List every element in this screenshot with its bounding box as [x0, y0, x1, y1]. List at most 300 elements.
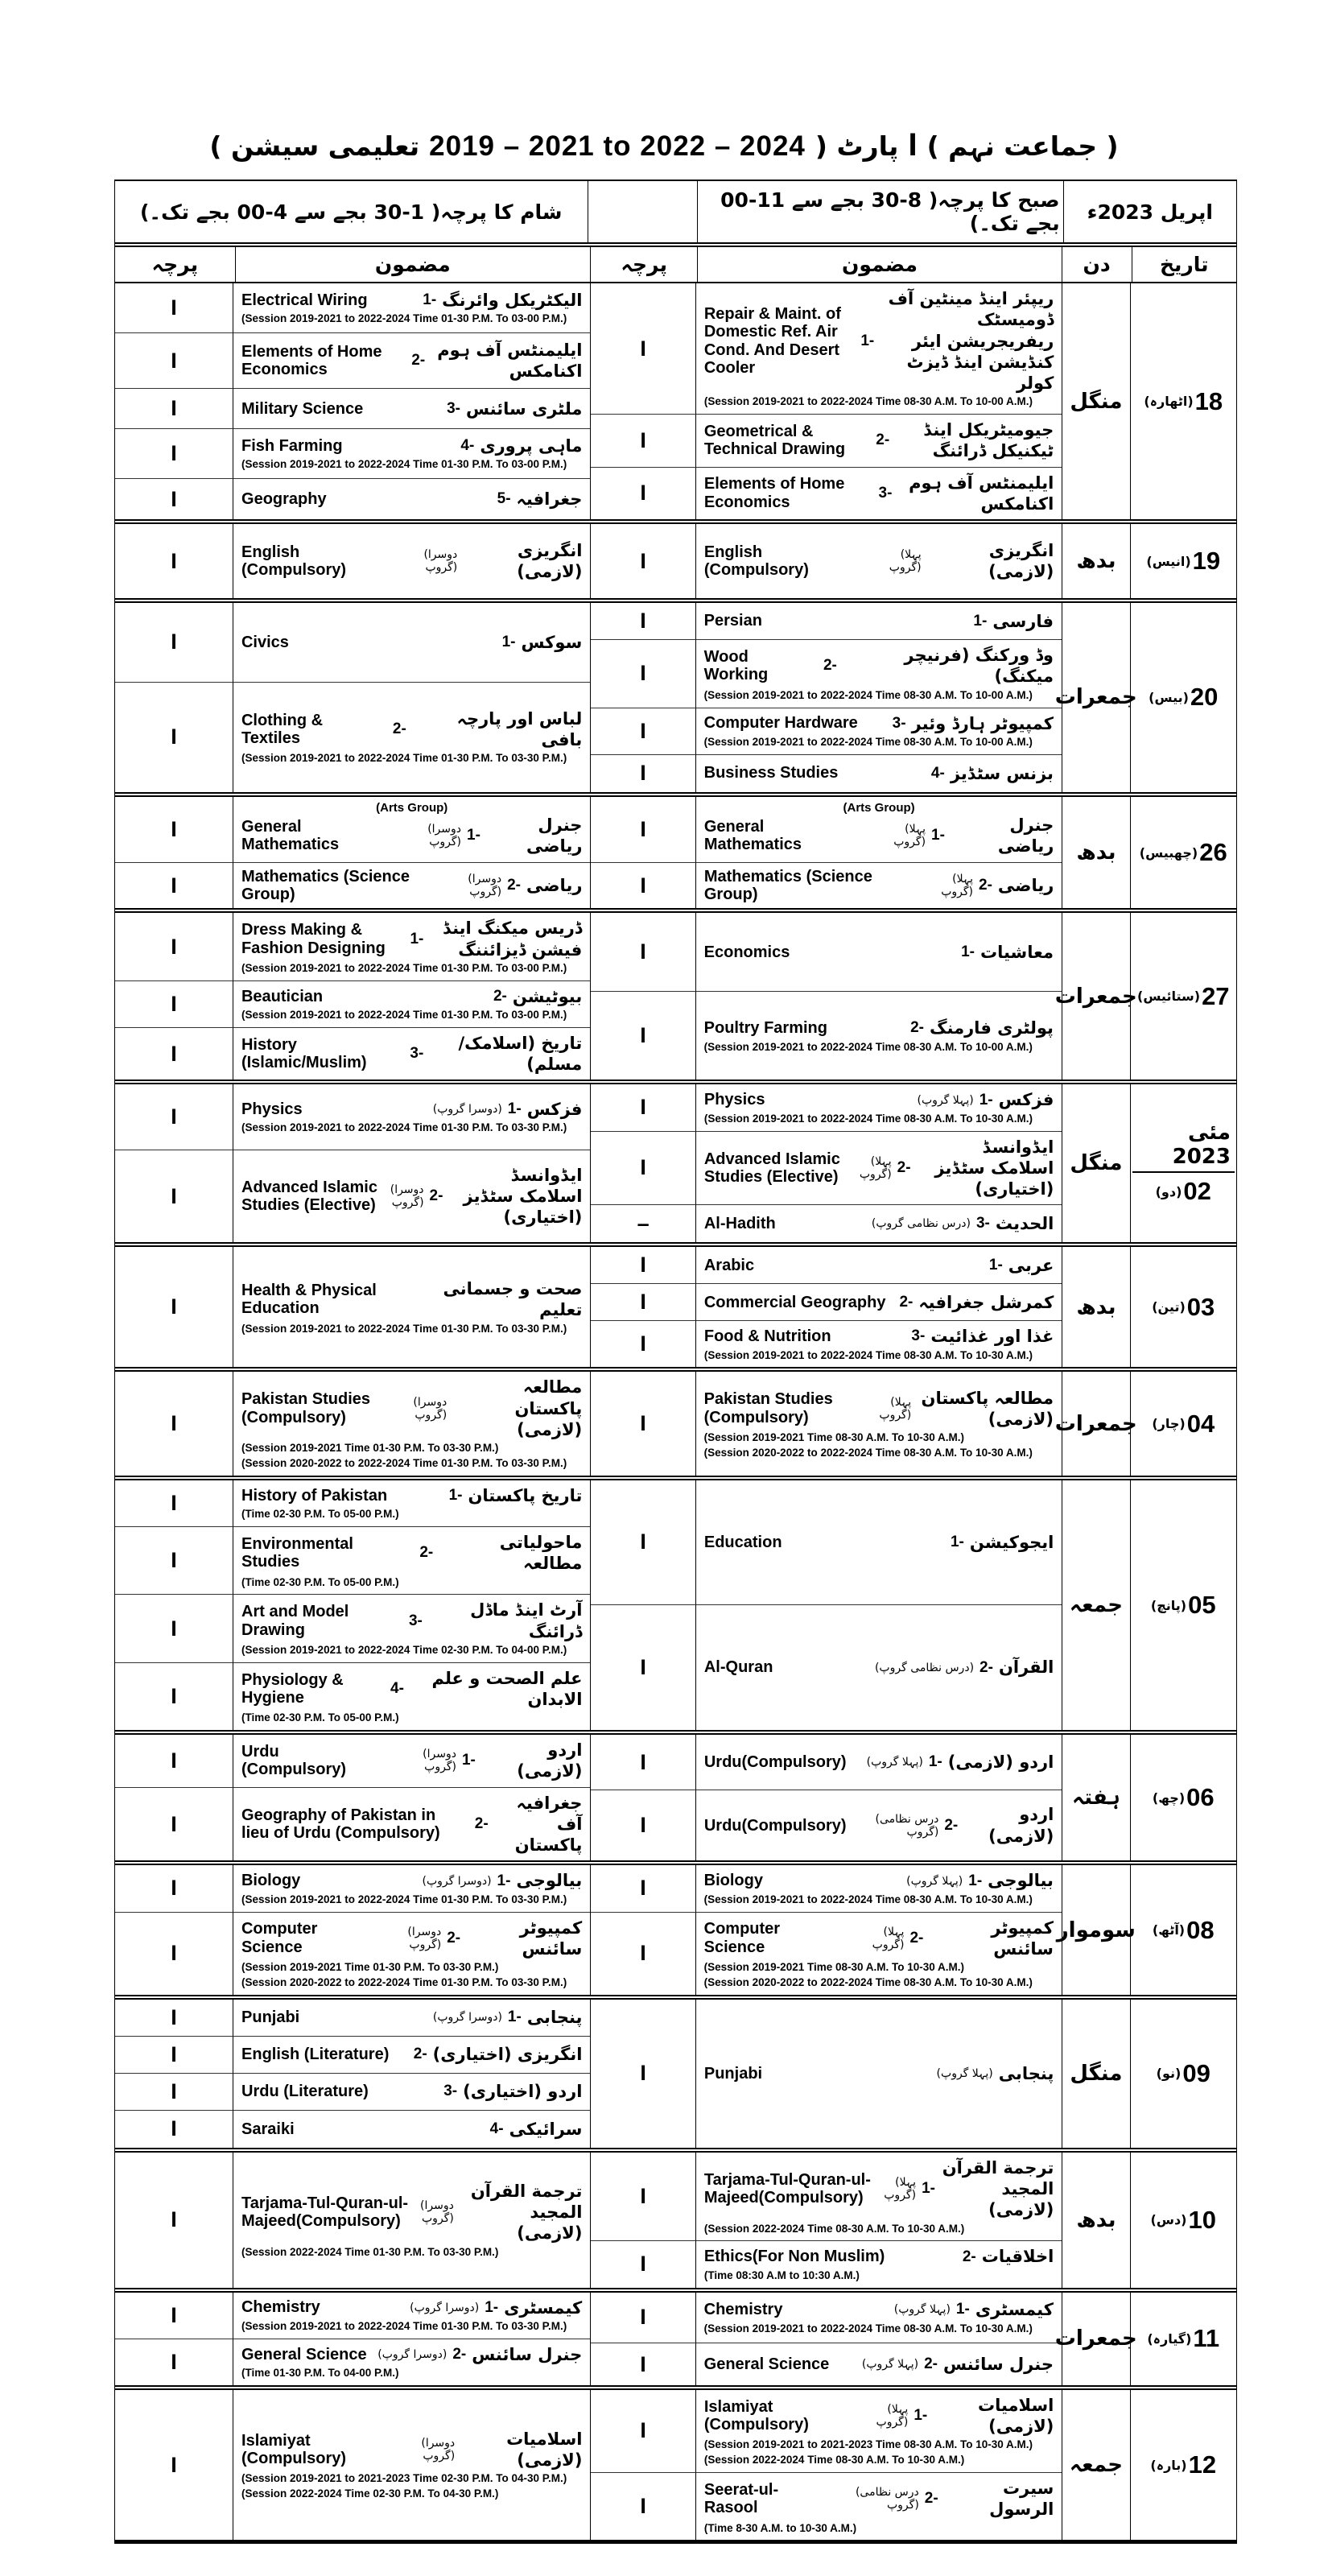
date-number: 08: [1186, 1915, 1215, 1944]
subject-line: [241, 868, 582, 904]
subject-cell: [696, 1247, 1062, 1284]
subject-number: 2-: [910, 1019, 925, 1037]
date-number: 11: [1193, 2324, 1220, 2353]
subject-cell: [696, 1913, 1062, 1995]
day-name: بدھ: [1062, 2153, 1130, 2288]
subject-name-english: Computer Hardware: [703, 714, 858, 733]
subject-cell: [233, 479, 590, 519]
column-header-subject-morning: مضمون: [698, 247, 1062, 282]
evening-papers-section: [115, 2293, 591, 2385]
date-line: [1147, 2324, 1219, 2353]
subject-number: 2-: [493, 987, 507, 1005]
date-cell: [1131, 603, 1236, 792]
group-label-urdu: (پہلا گروپ): [917, 1093, 974, 1107]
subject-number: 1-: [988, 1256, 1003, 1274]
subject-name-urdu-block: [961, 942, 1054, 963]
subject-cell: [233, 1865, 590, 1912]
group-label-urdu: (درس نظامی گروپ): [875, 1812, 939, 1839]
subject-number: 5-: [497, 490, 511, 508]
datesheet-table: [114, 180, 1237, 2544]
session-time-line: (Session 2019-2021 to 2022-2024 Time 08-30 A.M. To 10-30 A.M.): [703, 1112, 1033, 1125]
subject-cell: [696, 1735, 1062, 1790]
subject-line: [241, 986, 582, 1007]
date-cell: [1131, 1372, 1236, 1476]
subject-cell: [233, 1735, 590, 1788]
subject-name-urdu: بیالوجی: [988, 1871, 1054, 1891]
paper-mark: I: [591, 1790, 695, 1860]
subject-name-english: Wood Working: [703, 647, 769, 684]
subject-name-urdu: اردو (لازمی): [988, 1805, 1054, 1846]
subject-cell: [233, 2153, 590, 2288]
subject-name-english: Electrical Wiring: [241, 291, 368, 309]
subject-cell: [696, 708, 1062, 755]
subject-name-urdu-block: [931, 763, 1054, 784]
subject-name-urdu: وڈ ورکنگ (فرنیچر میکنگ): [904, 646, 1054, 687]
date-number: 04: [1186, 1409, 1215, 1438]
date-number: 27: [1202, 981, 1230, 1010]
paper-mark: I: [591, 1247, 695, 1284]
subject-cell: [233, 1595, 590, 1662]
subject-name-english: Advanced Islamic Studies (Elective): [241, 1178, 377, 1215]
subject-cell: [233, 1663, 590, 1730]
subject-name-english: Urdu(Compulsory): [703, 1752, 847, 1771]
subject-number: 3-: [975, 1215, 990, 1232]
subject-name-urdu-block: [862, 2354, 1054, 2375]
subject-name-urdu: کیمسٹری: [504, 2297, 583, 2318]
subject-cell: [233, 683, 590, 792]
date-word: (پانچ): [1150, 1597, 1187, 1613]
subject-name-english: Seerat-ul-Rasool: [703, 2480, 779, 2517]
subject-name-urdu: تاریخ پاکستان: [468, 1485, 583, 1505]
paper-mark: I: [115, 603, 233, 683]
subject-number: 4-: [489, 2120, 504, 2137]
subject-name-urdu: اسلامیات (لازمی): [977, 2395, 1054, 2437]
subject-name-urdu: تاریخ (اسلامک/مسلم): [458, 1033, 583, 1075]
subject-line: [241, 632, 582, 653]
subject-number: 2-: [474, 1815, 489, 1833]
session-time-line: (Session 2019-2021 to 2022-2024 Time 01-30 P.M. To 03-00 P.M.): [241, 312, 567, 325]
subject-line: [704, 1532, 1054, 1553]
subject-name-urdu-block: [899, 1292, 1054, 1313]
subject-name-urdu: ریاضی: [997, 875, 1054, 895]
date-cell: [1131, 1247, 1237, 1367]
subject-line: [241, 1918, 582, 1960]
paper-mark: I: [591, 1913, 695, 1995]
subject-name-urdu: فزکس: [526, 1100, 583, 1120]
subject-cell: [696, 524, 1062, 598]
date-line: [1140, 838, 1227, 867]
subject-name-urdu: جنرل ریاضی: [997, 815, 1054, 857]
subject-name-english: Arabic: [703, 1256, 755, 1274]
subject-line: [704, 2395, 1054, 2438]
subject-cell: [233, 1247, 590, 1367]
subject-name-urdu: ایڈوانسڈ اسلامک سٹڈیز (اختیاری): [463, 1165, 583, 1228]
session-time-line: (Session 2019-2021 to 2022-2024 Time 08-30 A.M. To 10-30 A.M.): [703, 2322, 1033, 2334]
subject-line: [704, 419, 1054, 462]
subject-name-english: Elements of Home Economics: [703, 475, 845, 511]
subject-name-english: Punjabi: [703, 2064, 763, 2083]
paper-mark: I: [591, 524, 695, 598]
evening-papers-section: [115, 2153, 591, 2288]
date-number: 02: [1183, 1177, 1211, 1206]
paper-mark: I: [115, 2074, 233, 2111]
subject-line: [241, 1485, 582, 1506]
subject-cell: [696, 1132, 1062, 1206]
session-time-line: (Session 2019-2021 to 2022-2024 Time 08-30 A.M. To 10-00 A.M.): [703, 395, 1033, 408]
date-line: [1156, 1177, 1211, 1206]
session-time-line: (Session 2019-2021 Time 01-30 P.M. To 03-30 P.M.): [241, 1961, 499, 1974]
subject-name-urdu: ماحولیاتی مطالعہ: [499, 1533, 583, 1574]
session-time-line: (Session 2019-2021 to 2021-2023 Time 08-30 A.M. To 10-30 A.M.): [703, 2438, 1033, 2451]
subject-name-urdu: جنرل سائنس: [942, 2354, 1054, 2374]
subject-line: [241, 1668, 582, 1711]
morning-papers-section: [591, 1247, 1062, 1367]
evening-papers-section: [115, 603, 591, 792]
subject-number: 1-: [961, 943, 975, 960]
subject-name-urdu-block: [989, 1255, 1054, 1276]
subject-name-urdu-block: [398, 2429, 582, 2471]
group-label-urdu: (دوسرا گروپ): [377, 2347, 447, 2361]
evening-papers-section: [115, 913, 591, 1080]
subject-name-english: Geography: [241, 489, 327, 508]
paper-mark: I: [115, 2000, 233, 2037]
date-line: [1152, 1293, 1215, 1322]
title-part-numeral: I: [908, 127, 918, 163]
morning-papers-section: [591, 1480, 1062, 1730]
subject-number: 2-: [980, 1658, 993, 1676]
month-label-may: مئی 2023: [1132, 1121, 1235, 1173]
subject-line: [241, 1033, 582, 1075]
date-word: (ستائیس): [1137, 989, 1201, 1005]
paper-mark: I: [591, 992, 695, 1080]
subject-number: 2-: [452, 2345, 467, 2363]
session-time-line: (Time 08:30 A.M to 10:30 A.M.): [703, 2268, 860, 2281]
subject-name-urdu-block: [862, 2395, 1054, 2438]
subject-name-urdu-block: [378, 1918, 582, 1960]
paper-mark: I: [115, 2037, 233, 2074]
subject-name-urdu: جیومیٹریکل اینڈ ٹیکنیکل ڈرائنگ: [923, 420, 1054, 461]
paper-mark: I: [591, 2000, 695, 2148]
group-label-urdu: (پہلا گروپ): [906, 1874, 963, 1888]
paper-mark: I: [591, 913, 695, 992]
subject-name-urdu: کمپیوٹر سائنس: [991, 1918, 1054, 1959]
subject-name-urdu-block: [502, 632, 583, 653]
group-label-urdu: (پہلا گروپ): [861, 2358, 919, 2371]
morning-papers-section: [591, 1084, 1062, 1242]
session-time-line: (Session 2019-2021 to 2021-2023 Time 02-30 P.M. To 04-30 P.M.): [241, 2472, 567, 2485]
subject-number: 2-: [924, 2490, 938, 2508]
subject-cell: [696, 1372, 1062, 1476]
paper-mark: I: [591, 468, 695, 520]
subject-cell: [696, 992, 1062, 1080]
paper-mark: I: [591, 708, 695, 755]
date-number: 09: [1182, 2058, 1210, 2087]
subject-cell: [696, 2153, 1062, 2242]
paper-mark: I: [591, 1865, 695, 1912]
subject-name-english: Art and Model Drawing: [241, 1603, 349, 1639]
day-name: منگل: [1062, 1084, 1130, 1242]
group-label-urdu: (پہلا گروپ): [859, 1154, 892, 1181]
subject-line: [241, 398, 582, 419]
subject-cell: [696, 2293, 1062, 2344]
paper-mark: I: [115, 333, 233, 389]
subject-number: 2-: [429, 1187, 443, 1205]
subject-line: [704, 1752, 1054, 1773]
paper-mark: I: [115, 429, 233, 479]
subject-line: [704, 611, 1054, 632]
subject-name-urdu: بیوٹیشن: [512, 986, 583, 1006]
subject-line: [704, 868, 1054, 904]
session-time-line: (Time 02-30 P.M. To 05-00 P.M.): [241, 1508, 399, 1521]
subject-cell: [696, 1605, 1062, 1730]
month-header-april: اپریل 2023ء: [1087, 200, 1213, 224]
subject-cell: [696, 2390, 1062, 2473]
subject-line: [241, 815, 582, 857]
subject-cell: [233, 1028, 590, 1080]
subject-cell: [696, 468, 1062, 520]
group-label-urdu: (دوسرا گروپ): [423, 1748, 456, 1774]
date-cell: [1131, 1735, 1237, 1860]
paper-mark: I: [115, 2293, 233, 2339]
paper-mark: I: [591, 2343, 695, 2385]
paper-mark: I: [591, 1605, 695, 1730]
group-label-urdu: (دوسرا گروپ): [468, 873, 502, 899]
session-time-line: (Session 2022-2024 Time 02-30 P.M. To 04-30 P.M.): [241, 2487, 499, 2500]
subject-cell: [696, 415, 1062, 468]
subject-name-urdu: اسلامیات (لازمی): [506, 2429, 583, 2471]
subject-line: [241, 2181, 582, 2244]
subject-cell: [233, 863, 590, 909]
subject-name-urdu: انگریزی (لازمی): [517, 540, 583, 582]
subject-name-urdu: پنجابی: [998, 2063, 1054, 2083]
subject-name-english: Advanced Islamic Studies (Elective): [703, 1150, 840, 1186]
subject-name-urdu: ترجمة القرآن المجید (لازمی): [470, 2181, 583, 2244]
exam-day-row: [115, 2148, 1236, 2288]
evening-papers-section: [115, 1084, 591, 1242]
subject-name-english: Tarjama-Tul-Quran-ul-Majeed(Compulsory): [703, 2170, 871, 2207]
session-time-line: (Session 2019-2021 to 2022-2024 Time 08-30 A.M. To 10-30 A.M.): [703, 1348, 1033, 1361]
subject-name-urdu-block: [849, 1918, 1054, 1960]
date-line: [1152, 1410, 1215, 1439]
exam-day-row: [115, 1860, 1236, 1994]
subject-line: [704, 1255, 1054, 1276]
group-label-urdu: (درس نظامی گروپ): [855, 2486, 919, 2512]
group-label-urdu: (پہلا گروپ): [872, 1925, 905, 1951]
date-number: 06: [1186, 1783, 1215, 1812]
morning-paper-header: صبح کا پرچہ( 8-30 بجے سے 11-00 بجے تک۔): [698, 181, 1063, 242]
subject-cell: [696, 1084, 1062, 1131]
subject-number: 1-: [968, 1872, 983, 1889]
subject-name-urdu: ایلیمنٹس آف ہوم اکنامکس: [909, 473, 1054, 514]
date-number: 19: [1192, 547, 1221, 576]
subject-line: [241, 2081, 582, 2102]
evening-papers-section: [115, 1865, 591, 1994]
subject-name-urdu: ریاضی: [526, 875, 583, 895]
date-number: 10: [1188, 2205, 1216, 2234]
paper-mark: I: [591, 1372, 695, 1476]
subject-name-english: Pakistan Studies (Compulsory): [241, 1390, 371, 1426]
subject-name-urdu: کمپیوٹر ہارڈ وئیر: [911, 713, 1054, 733]
subject-number: 2-: [419, 1544, 434, 1562]
paper-mark: I: [115, 524, 233, 598]
subject-name-urdu: غذا اور غذائیت: [930, 1327, 1054, 1347]
subject-name-english: Persian: [703, 612, 762, 630]
subject-cell: [696, 2473, 1062, 2540]
session-time-line: (Session 2019-2021 to 2022-2024 Time 08-30 A.M. To 10-00 A.M.): [703, 1040, 1033, 1053]
subject-name-english: General Science: [703, 2355, 830, 2373]
subject-name-urdu-block: [409, 1600, 582, 1642]
date-cell: [1131, 2293, 1236, 2385]
subject-name-english: General Mathematics: [241, 817, 340, 854]
evening-papers-section: [115, 2390, 591, 2541]
group-label-english: (Arts Group): [376, 800, 448, 815]
subject-number: 4-: [460, 437, 475, 455]
date-word: (دو): [1155, 1183, 1182, 1199]
subject-name-english: Biology: [241, 1872, 301, 1890]
day-name: منگل: [1062, 283, 1130, 519]
subject-name-english: Civics: [241, 633, 289, 651]
subject-name-urdu-block: [872, 1213, 1054, 1234]
group-label-urdu: (درس نظامی گروپ): [871, 1217, 971, 1231]
subject-line: [704, 2246, 1054, 2267]
day-name: جمعرات: [1062, 913, 1131, 1080]
subject-number: 2-: [876, 431, 890, 449]
session-time-line: (Time 8-30 A.M. to 10-30 A.M.): [703, 2521, 857, 2534]
exam-day-row: [115, 792, 1236, 909]
group-label-urdu: (دوسرا گروپ): [390, 1183, 424, 1210]
date-number: 05: [1188, 1591, 1216, 1620]
subject-name-urdu-block: [829, 2478, 1054, 2520]
morning-papers-section: [591, 524, 1062, 598]
subject-name-urdu: ایڈوانسڈ اسلامک سٹڈیز (اختیاری): [934, 1137, 1054, 1199]
subject-name-urdu-block: [428, 1278, 583, 1321]
subject-name-urdu-block: [433, 2007, 583, 2028]
paper-mark: I: [591, 415, 695, 468]
subject-cell: [696, 913, 1062, 992]
subject-line: [241, 2344, 582, 2365]
subject-cell: [696, 1865, 1062, 1912]
day-name: جمعہ: [1062, 1480, 1130, 1730]
session-time-line: (Time 02-30 P.M. To 05-00 P.M.): [241, 1711, 399, 1724]
subject-name-english: Mathematics (Science Group): [241, 867, 410, 904]
subject-name-urdu: معاشیات: [980, 942, 1054, 962]
subject-name-urdu-block: [860, 288, 1054, 394]
subject-cell: [696, 1205, 1062, 1242]
subject-line: [241, 918, 582, 960]
morning-papers-section: [591, 2293, 1062, 2385]
subject-name-urdu: انگریزی (اختیاری): [432, 2045, 583, 2065]
exam-day-row: [115, 283, 1236, 519]
subject-name-urdu: الحدیث: [995, 1214, 1054, 1234]
group-label-urdu: (دوسرا گروپ): [422, 1874, 492, 1888]
subject-line: [704, 473, 1054, 515]
exam-day-row: [115, 2385, 1236, 2541]
paper-mark: I: [115, 1028, 233, 1080]
paper-mark: I: [115, 1663, 233, 1730]
subject-number: 1-: [507, 2008, 522, 2026]
subject-name-urdu-block: [868, 540, 1054, 583]
subject-name-urdu-block: [893, 713, 1054, 734]
table-body: [115, 283, 1236, 2540]
subject-name-english: Repair & Maint. of Domestic Ref. Air Cond. And Desert Cooler: [703, 304, 841, 378]
date-cell: [1131, 913, 1236, 1080]
date-line: [1144, 387, 1223, 416]
subject-name-english: Pakistan Studies (Compulsory): [703, 1390, 833, 1426]
paper-mark: I: [115, 389, 233, 429]
date-cell: [1131, 283, 1237, 519]
subject-number: 2-: [962, 2248, 976, 2265]
subject-line: [241, 2007, 582, 2028]
subject-name-english: Computer Science: [703, 1920, 781, 1956]
date-line: [1137, 982, 1230, 1011]
subject-number: 3-: [447, 399, 460, 417]
session-time-line: (Time 01-30 P.M. To 04-00 P.M.): [241, 2366, 399, 2379]
date-line: [1153, 1783, 1215, 1812]
group-label-urdu: (پہلا گروپ): [879, 1395, 912, 1422]
subject-name-urdu-block: [414, 2044, 583, 2065]
subject-name-urdu-block: [867, 1752, 1054, 1773]
subject-line: [241, 1600, 582, 1642]
subject-name-urdu: علم الصحت و علم الابدان: [431, 1668, 583, 1710]
subject-name-urdu: جنرل سائنس: [472, 2344, 583, 2364]
session-time-line: (Session 2019-2021 to 2022-2024 Time 08-30 A.M. To 10-00 A.M.): [703, 735, 1033, 748]
group-label-urdu: (پہلا گروپ): [893, 2303, 951, 2317]
evening-papers-section: [115, 1480, 591, 1730]
subject-number: 3-: [410, 1045, 424, 1063]
subject-line: [704, 1213, 1054, 1234]
subject-cell: [696, 640, 1062, 708]
subject-cell: [233, 1788, 590, 1861]
subject-cell: [696, 863, 1062, 909]
exam-day-row: [115, 1080, 1236, 1242]
date-line: [1149, 683, 1218, 712]
day-name: ہفتہ: [1062, 1735, 1130, 1860]
subject-name-urdu-block: [450, 873, 583, 898]
subject-name-english: Chemistry: [241, 2298, 320, 2317]
subject-cell: [696, 1790, 1062, 1860]
subject-name-english: Urdu(Compulsory): [703, 1816, 847, 1835]
subject-name-urdu-block: [377, 2344, 582, 2365]
exam-day-row: [115, 2288, 1236, 2385]
subject-line: [241, 1099, 582, 1120]
subject-name-urdu-block: [423, 290, 582, 311]
date-number: 20: [1190, 683, 1219, 712]
subject-name-urdu-block: [875, 1657, 1054, 1678]
subject-number: 1-: [497, 1872, 511, 1889]
subject-name-urdu: ماہی پروری: [480, 436, 583, 456]
date-line: [1151, 2206, 1216, 2235]
session-time-line: (Session 2019-2021 to 2022-2024 Time 01-30 P.M. To 03-00 P.M.): [241, 458, 567, 471]
exam-day-row: [115, 519, 1236, 598]
subject-line: [241, 2297, 582, 2318]
subject-number: 2-: [447, 1929, 461, 1946]
paper-mark: I: [591, 603, 695, 640]
date-number: 26: [1199, 838, 1227, 867]
date-word: (چھ): [1152, 1790, 1186, 1806]
subject-number: 2-: [944, 1816, 959, 1834]
day-name: بدھ: [1062, 524, 1130, 598]
day-name: سوموار: [1062, 1865, 1131, 1994]
subject-cell: [233, 981, 590, 1028]
evening-papers-section: [115, 797, 591, 909]
column-header-subject-evening: مضمون: [236, 247, 591, 282]
subject-name-english: Beautician: [241, 987, 324, 1005]
date-cell: [1131, 2000, 1237, 2148]
session-time-line: (Session 2020-2022 to 2022-2024 Time 01-30 P.M. To 03-30 P.M.): [241, 1457, 567, 1470]
subject-name-urdu: الیکٹریکل وائرنگ: [442, 290, 583, 310]
subject-name-urdu: اردو (لازمی): [947, 1752, 1054, 1772]
subject-name-english: Clothing & Textiles: [241, 711, 324, 748]
